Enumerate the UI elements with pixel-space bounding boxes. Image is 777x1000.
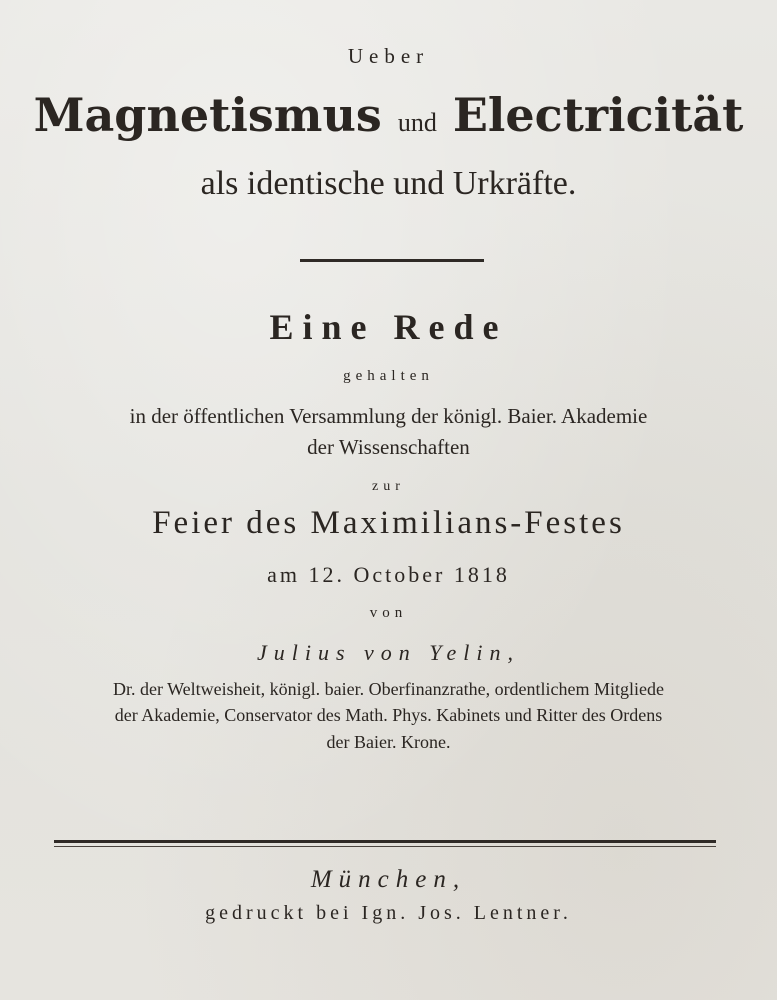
author-name: Julius von Yelin, <box>256 640 521 665</box>
gehalten-line: gehalten <box>343 368 434 384</box>
feier-line: Feier des Maximilians-Festes <box>152 505 625 541</box>
author-title-line-3: der Baier. Krone. <box>326 732 451 752</box>
subtitle: als identische und Urkräfte. <box>200 165 577 202</box>
main-title <box>0 88 777 142</box>
versammlung-line: in der öffentlichen Versammlung der königl. Baier. Akademie <box>129 404 648 428</box>
author-title-line-2: der Akademie, Conservator des Math. Phys. Kabinets und Ritter des Ordens <box>114 705 663 725</box>
long-divider-rule <box>54 840 716 843</box>
short-divider-rule <box>300 259 484 262</box>
main-title-und: und <box>397 108 437 137</box>
printer-line: gedruckt bei Ign. Jos. Lentner. <box>205 902 572 924</box>
eine-rede-heading: Eine Rede <box>269 307 508 347</box>
von-line: von <box>369 605 408 621</box>
wissenschaften-line: der Wissenschaften <box>307 435 470 459</box>
place-of-printing: München, <box>310 866 467 893</box>
main-title-magnetismus: Magnetismus <box>33 88 382 142</box>
ueber-line: Ueber <box>347 44 430 68</box>
date-line: am 12. October 1818 <box>267 562 510 587</box>
zur-line: zur <box>372 479 405 494</box>
author-title-line-1: Dr. der Weltweisheit, königl. baier. Oberfinanzrathe, ordentlichem Mitgliede <box>112 679 665 699</box>
long-divider-rule-thin <box>54 846 716 847</box>
main-title-electricitaet: Electricität <box>452 88 744 142</box>
